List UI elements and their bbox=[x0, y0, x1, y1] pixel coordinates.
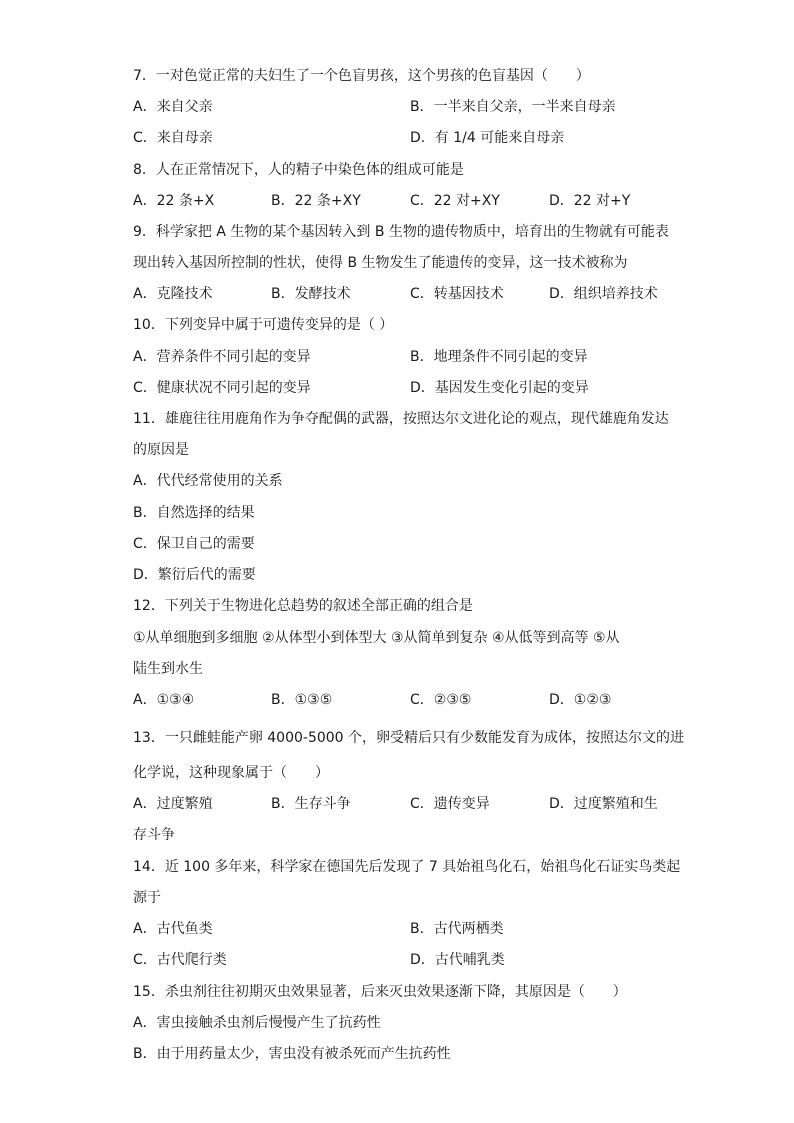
question-12-option-b: B．①③⑤ bbox=[271, 692, 333, 708]
question-8-stem: 8．人在正常情况下，人的精子中染色体的组成可能是 bbox=[133, 162, 464, 178]
question-7-option-d: D．有 1/4 可能来自母亲 bbox=[410, 130, 565, 146]
question-11-option-b: B．自然选择的结果 bbox=[133, 505, 255, 521]
question-11-stem-line-1: 11．雄鹿往往用鹿角作为争夺配偶的武器，按照达尔文进化论的观点，现代雄鹿角发达 bbox=[133, 411, 669, 427]
question-12-stem: 12．下列关于生物进化总趋势的叙述全部正确的组合是 bbox=[133, 598, 473, 614]
question-10-option-d: D．基因发生变化引起的变异 bbox=[410, 380, 589, 396]
question-14-option-a: A．古代鱼类 bbox=[133, 921, 213, 937]
question-10-option-a: A．营养条件不同引起的变异 bbox=[133, 349, 311, 365]
question-10-option-b: B．地理条件不同引起的变异 bbox=[410, 349, 588, 365]
question-15-stem: 15．杀虫剂往往初期灭虫效果显著，后来灭虫效果逐渐下降，其原因是（ ） bbox=[133, 984, 627, 1000]
question-12-items-line-2: 陆生到水生 bbox=[133, 661, 203, 677]
question-14-option-c: C．古代爬行类 bbox=[133, 952, 227, 968]
question-9-option-b: B．发酵技术 bbox=[271, 286, 351, 302]
question-14-stem-line-2: 源于 bbox=[133, 890, 161, 906]
question-9-stem-line-1: 9．科学家把 A 生物的某个基因转入到 B 生物的遗传物质中，培育出的生物就有可能表 bbox=[133, 224, 669, 240]
question-13-option-b: B．生存斗争 bbox=[271, 796, 351, 812]
question-8-option-b: B．22 条+XY bbox=[271, 193, 361, 209]
question-9-option-c: C．转基因技术 bbox=[410, 286, 504, 302]
question-14-option-b: B．古代两栖类 bbox=[410, 921, 504, 937]
question-8-option-a: A．22 条+X bbox=[133, 193, 215, 209]
question-11-option-a: A．代代经常使用的关系 bbox=[133, 473, 283, 489]
question-9-option-a: A．克隆技术 bbox=[133, 286, 213, 302]
question-8-option-c: C．22 对+XY bbox=[410, 193, 500, 209]
question-15-option-a: A．害虫接触杀虫剂后慢慢产生了抗药性 bbox=[133, 1015, 381, 1031]
question-7-option-b: B．一半来自父亲，一半来自母亲 bbox=[410, 99, 616, 115]
question-10-option-c: C．健康状况不同引起的变异 bbox=[133, 380, 311, 396]
question-15-option-b: B．由于用药量太少，害虫没有被杀死而产生抗药性 bbox=[133, 1046, 451, 1062]
question-10-stem: 10．下列变异中属于可遗传变异的是（ ） bbox=[133, 317, 394, 333]
question-13-stem-line-2: 化学说，这种现象属于（ ） bbox=[133, 765, 329, 781]
question-12-option-c: C．②③⑤ bbox=[410, 692, 472, 708]
question-11-option-d: D．繁衍后代的需要 bbox=[133, 567, 256, 583]
question-9-stem-line-2: 现出转入基因所控制的性状，使得 B 生物发生了能遗传的变异，这一技术被称为 bbox=[133, 255, 628, 271]
question-7-option-c: C．来自母亲 bbox=[133, 130, 213, 146]
question-12-option-d: D．①②③ bbox=[549, 692, 612, 708]
question-8-option-d: D．22 对+Y bbox=[549, 193, 631, 209]
question-12-items-line-1: ①从单细胞到多细胞 ②从体型小到体型大 ③从简单到复杂 ④从低等到高等 ⑤从 bbox=[133, 630, 620, 646]
question-13-option-d-continued: 存斗争 bbox=[133, 827, 175, 843]
question-9-option-d: D．组织培养技术 bbox=[549, 286, 658, 302]
question-13-option-a: A．过度繁殖 bbox=[133, 796, 213, 812]
question-14-stem-line-1: 14．近 100 多年来，科学家在德国先后发现了 7 具始祖鸟化石，始祖鸟化石证实鸟类起 bbox=[133, 859, 681, 875]
question-7-option-a: A．来自父亲 bbox=[133, 99, 213, 115]
question-11-option-c: C．保卫自己的需要 bbox=[133, 536, 255, 552]
question-11-stem-line-2: 的原因是 bbox=[133, 442, 189, 458]
question-7-stem: 7．一对色觉正常的夫妇生了一个色盲男孩，这个男孩的色盲基因（ ） bbox=[133, 68, 590, 84]
question-14-option-d: D．古代哺乳类 bbox=[410, 952, 505, 968]
question-13-option-d: D．过度繁殖和生 bbox=[549, 796, 658, 812]
question-13-stem-line-1: 13．一只雌蛙能产卵 4000-5000 个，卵受精后只有少数能发育为成体，按照达尔文的进 bbox=[133, 730, 685, 746]
question-13-option-c: C．遗传变异 bbox=[410, 796, 490, 812]
question-12-option-a: A．①③④ bbox=[133, 692, 195, 708]
